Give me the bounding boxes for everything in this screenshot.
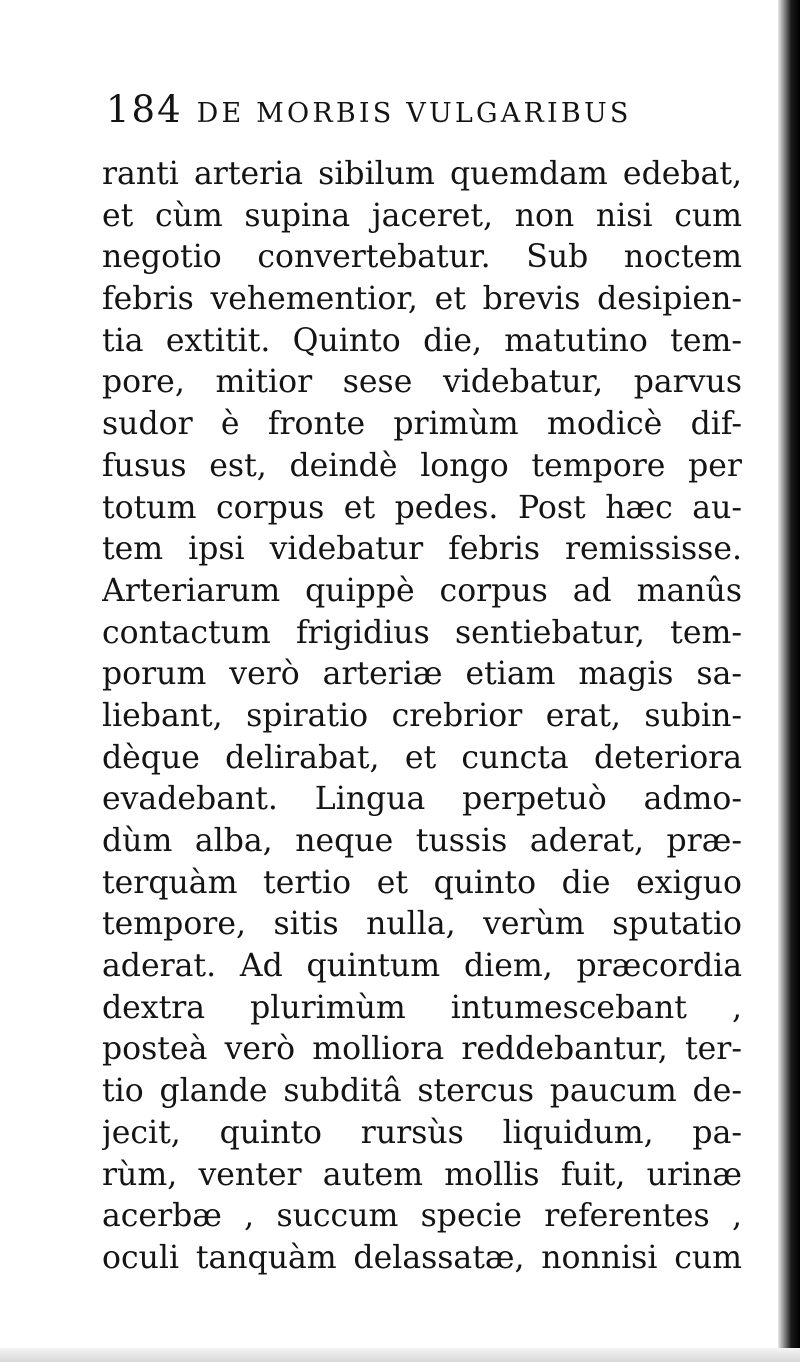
text-line: ranti arteria sibilum quemdam edebat, [102, 156, 742, 192]
text-line: tem ipsi videbatur febris remississe. [102, 531, 742, 568]
text-line: fusus est, deindè longo tempore per [102, 447, 742, 484]
text-line: posteà verò molliora reddebantur, ter- [102, 1031, 742, 1068]
text-line: porum verò arteriæ etiam magis sa- [102, 656, 742, 693]
scan-bottom-margin [0, 1348, 800, 1362]
text-line: totum corpus et pedes. Post hæc au- [102, 489, 742, 526]
text-line: dextra plurimùm intumescebant , [102, 989, 742, 1026]
text-line: Arteriarum quippè corpus ad manûs [102, 572, 742, 609]
text-line: febris vehementior, et brevis desipien- [102, 281, 742, 318]
text-line: oculi tanquàm delassatæ, nonnisi cum [102, 1239, 742, 1276]
text-line: rùm, venter autem mollis fuit, urinæ [102, 1156, 742, 1193]
running-head [102, 88, 742, 154]
text-line: liebant, spiratio crebrior erat, subin- [102, 697, 742, 734]
text-line: sudor è fronte primùm modicè dif- [102, 406, 742, 443]
text-line: dèque delirabat, et cuncta deteriora [102, 739, 742, 776]
text-line: jecit, quinto rursùs liquidum, pa- [102, 1114, 742, 1151]
text-line: aderat. Ad quintum diem, præcordia [102, 948, 742, 985]
text-line: evadebant. Lingua perpetuò admo- [102, 781, 742, 818]
text-line: acerbæ , succum specie referentes , [102, 1198, 742, 1235]
text-line: tio glande subditâ stercus paucum de- [102, 1073, 742, 1110]
text-line: terquàm tertio et quinto die exiguo [102, 864, 742, 901]
scan-edge-shadow [778, 0, 800, 1362]
running-title: DE MORBIS VULGARIBUS [196, 98, 632, 129]
text-line: pore, mitior sese videbatur, parvus [102, 364, 742, 401]
text-line: negotio convertebatur. Sub noctem [102, 239, 742, 276]
page-number: 184 [106, 88, 183, 131]
text-line: dùm alba, neque tussis aderat, præ- [102, 823, 742, 859]
text-line: et cùm supina jaceret, non nisi cum [102, 197, 742, 234]
text-line: tempore, sitis nulla, verùm sputatio [102, 906, 742, 943]
text-line: tia extitit. Quinto die, matutino tem- [102, 322, 742, 359]
body-text [102, 154, 742, 1280]
text-line: contactum frigidius sentiebatur, tem- [102, 614, 742, 651]
book-page [102, 88, 742, 1308]
